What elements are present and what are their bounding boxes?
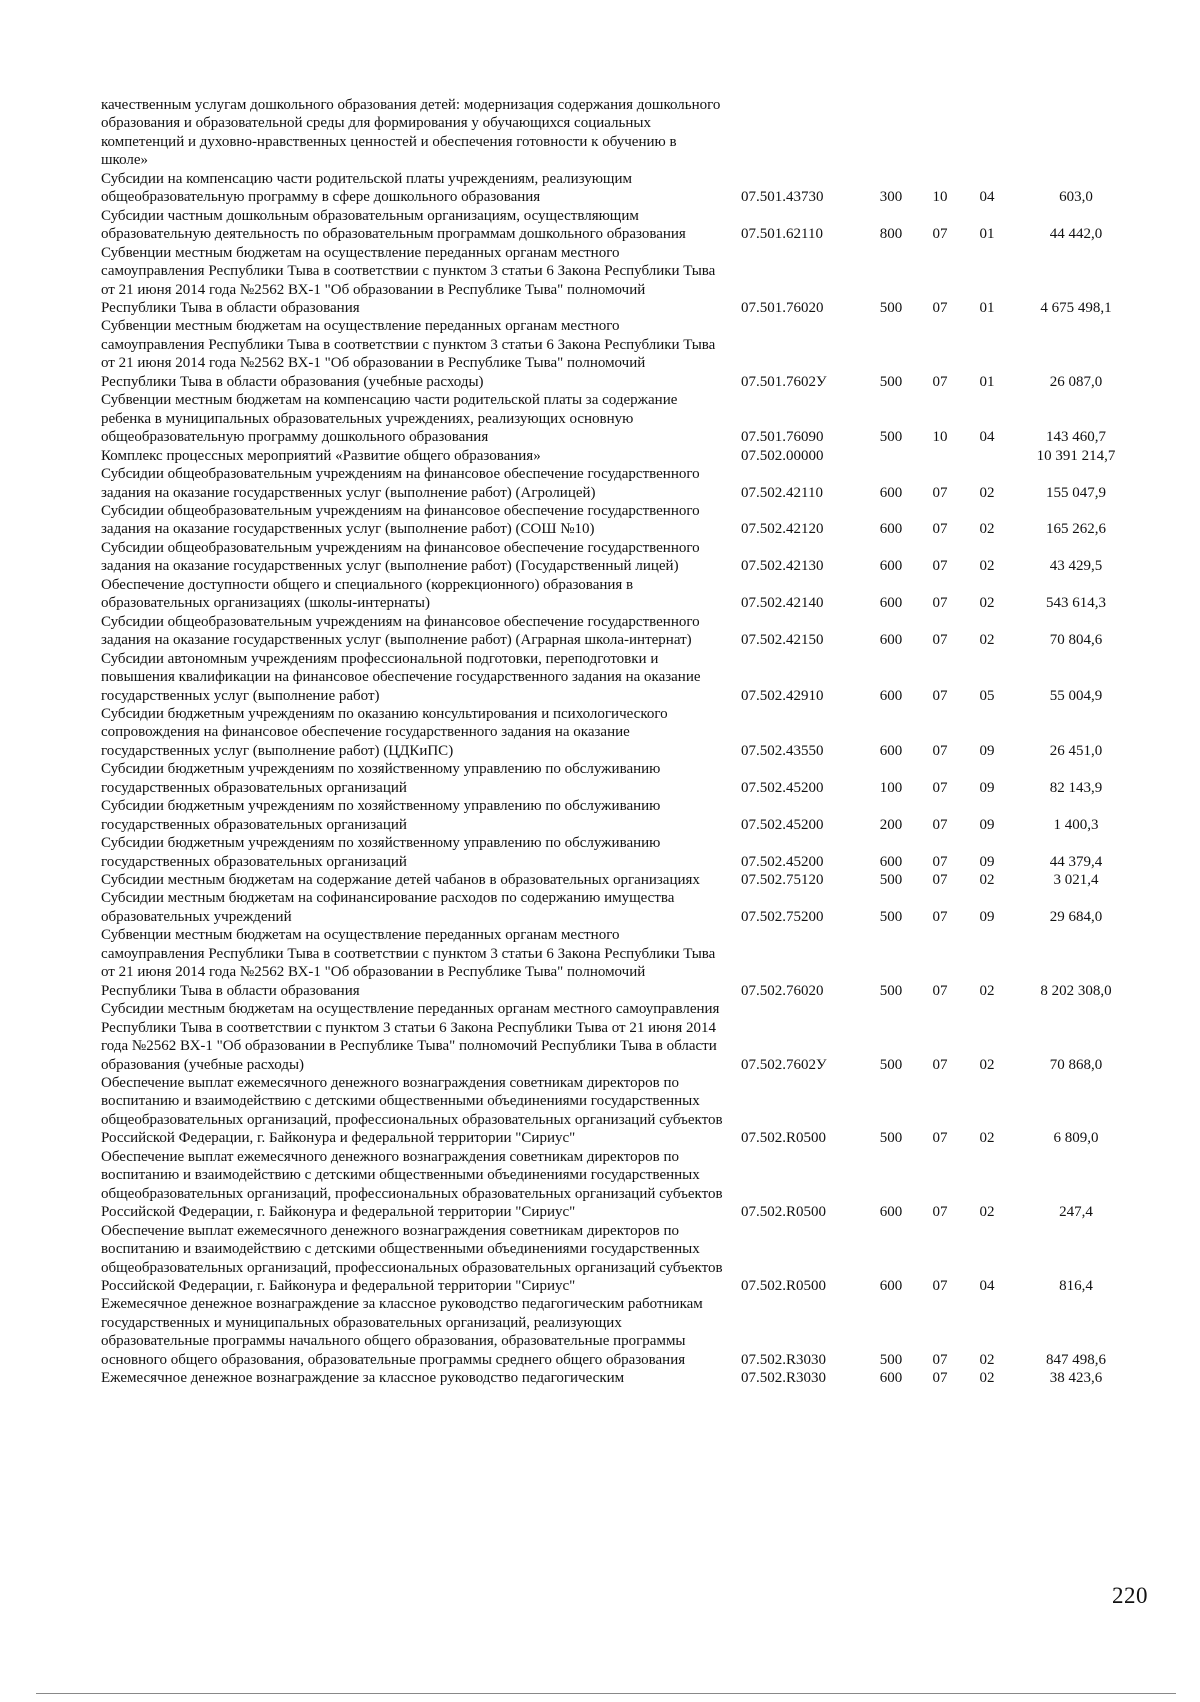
row-expense-type: 600 (879, 1278, 903, 1294)
row-code: 07.502.R3030 (741, 1351, 827, 1368)
budget-table (101, 96, 1141, 1388)
row-description: Субсидии на компенсацию части родительской платы учреждениям, реализующим общеобразовательную программу в сфере дошкольного образования (101, 170, 632, 206)
row-amount: 543 614,3 (1046, 595, 1106, 612)
row-amount: 26 087,0 (1049, 373, 1103, 390)
page-number: 220 (1112, 1583, 1148, 1608)
row-section (917, 96, 963, 170)
row-amount: 165 262,6 (1046, 521, 1106, 538)
row-description: Обеспечение доступности общего и специального (коррекционного) образования в образовательных организациях (школы-интернаты) (101, 576, 634, 612)
row-code: 07.502.7602У (741, 1056, 827, 1073)
row-code: 07.501.62110 (741, 226, 823, 243)
row-code: 07.502.42150 (741, 632, 824, 649)
row-description: Субсидии бюджетным учреждениям по оказанию консультирования и психологического сопровождения на финансовое обеспечение государственного задания на оказание государственных услуг (выполнение работ) (ЦДКиПС) (101, 705, 668, 759)
row-section: 07 (932, 1351, 948, 1368)
row-expense-type: 800 (879, 226, 903, 243)
row-code: 07.502.45200 (741, 853, 824, 870)
row-amount: 3 021,4 (1053, 872, 1099, 889)
row-section: 07 (932, 982, 948, 999)
table-row (101, 447, 1141, 465)
row-expense-type: 500 (879, 982, 903, 999)
row-description: Обеспечение выплат ежемесячного денежного вознаграждения советникам директоров по воспитанию и взаимодействию с детскими общественными объединениями государственных общеобразовательных организаций, профессиональных образовательных организаций субъектов Российской Федерации, г. Байконура и федеральной территории "Сириус" (101, 1075, 723, 1147)
row-section: 07 (932, 853, 948, 870)
table-row (101, 465, 1141, 502)
row-expense-type: 600 (879, 687, 903, 704)
row-description: Субсидии общеобразовательным учреждениям на финансовое обеспечение государственного задания на оказание государственных услуг (выполнение работ) (Аграрная школа-интернат) (101, 613, 700, 649)
row-expense-type: 500 (879, 299, 903, 316)
table-row (101, 834, 1141, 871)
table-row (101, 889, 1141, 926)
row-amount: 10 391 214,7 (1036, 447, 1116, 464)
row-expense-type: 100 (879, 779, 903, 796)
row-amount: 603,0 (1059, 189, 1093, 206)
row-section (917, 447, 963, 465)
row-description: Субсидии бюджетным учреждениям по хозяйственному управлению по обслуживанию государственных образовательных организаций (101, 835, 661, 870)
row-code: 07.502.45200 (741, 779, 824, 796)
row-code: 07.502.R0500 (741, 1130, 827, 1147)
row-amount: 55 004,9 (1049, 687, 1103, 704)
row-code: 07.502.42120 (741, 521, 824, 538)
table-row (101, 797, 1141, 834)
row-description: Субсидии общеобразовательным учреждениям на финансовое обеспечение государственного задания на оказание государственных услуг (выполнение работ) (Агролицей) (101, 466, 700, 501)
row-subsection: 02 (979, 1370, 995, 1387)
row-code: 07.501.76020 (741, 299, 824, 316)
row-section: 07 (932, 872, 948, 889)
table-row (101, 1148, 1141, 1222)
row-code: 07.502.42910 (741, 687, 824, 704)
row-expense-type: 500 (879, 1056, 903, 1073)
table-row (101, 1222, 1141, 1296)
table-row (101, 760, 1141, 797)
row-amount: 29 684,0 (1049, 908, 1103, 925)
table-row (101, 244, 1141, 318)
table-row (101, 576, 1141, 613)
table-row (101, 96, 1141, 170)
row-subsection: 04 (979, 189, 995, 206)
row-section: 10 (932, 189, 948, 206)
table-row (101, 539, 1141, 576)
row-amount: 155 047,9 (1046, 484, 1106, 501)
row-code: 07.502.43550 (741, 742, 824, 759)
row-subsection: 01 (979, 226, 995, 243)
row-subsection: 09 (979, 779, 995, 796)
row-description: Обеспечение выплат ежемесячного денежного вознаграждения советникам директоров по воспитанию и взаимодействию с детскими общественными объединениями государственных общеобразовательных организаций, профессиональных образовательных организаций субъектов Российской Федерации, г. Байконура и федеральной территории "Сириус" (101, 1148, 723, 1221)
row-subsection: 02 (979, 1351, 995, 1368)
row-subsection: 09 (979, 908, 995, 925)
row-code: 07.502.R0500 (741, 1204, 827, 1221)
row-amount: 43 429,5 (1049, 558, 1103, 575)
row-expense-type (865, 96, 917, 170)
table-row (101, 1074, 1141, 1148)
row-amount: 143 460,7 (1046, 429, 1106, 446)
row-section: 07 (932, 226, 948, 243)
row-subsection: 01 (979, 373, 995, 390)
row-code: 07.502.75200 (741, 908, 824, 925)
row-description: Субсидии местным бюджетам на осуществление переданных органам местного самоуправления Республики Тыва в соответствии с пунктом 3 статьи 6 Закона Республики Тыва от 21 июня 2014 года №2562 ВХ-1 "Об образовании в Республике Тыва" полномочий Республики Тыва в области образования (учебные расходы) (101, 1001, 720, 1073)
table-row (101, 1000, 1141, 1074)
row-expense-type: 600 (879, 632, 903, 649)
row-section: 07 (932, 816, 948, 833)
row-section: 07 (932, 908, 948, 925)
table-row (101, 1369, 1141, 1387)
row-code: 07.502.00000 (741, 447, 824, 464)
row-description: Субсидии автономным учреждениям профессиональной подготовки, переподготовки и повышения квалификации на финансовое обеспечение государственного задания на оказание государственных услуг (выполнение работ) (101, 650, 701, 704)
row-section: 07 (932, 1130, 948, 1147)
row-code (727, 96, 865, 170)
row-code: 07.502.42140 (741, 595, 824, 612)
row-expense-type: 600 (879, 521, 903, 538)
row-expense-type: 600 (879, 484, 903, 501)
row-amount: 6 809,0 (1053, 1130, 1099, 1147)
row-expense-type: 600 (879, 1204, 903, 1221)
row-expense-type: 500 (879, 872, 903, 889)
row-section: 07 (932, 484, 948, 501)
row-expense-type: 500 (879, 908, 903, 925)
row-code: 07.502.42110 (741, 484, 823, 501)
row-subsection (963, 447, 1011, 465)
row-description: Субсидии местным бюджетам на софинансирование расходов по содержанию имущества образовательных учреждений (101, 890, 675, 925)
row-section: 07 (932, 373, 948, 390)
row-section: 07 (932, 1370, 948, 1387)
row-amount: 26 451,0 (1049, 742, 1103, 759)
row-description: Субвенции местным бюджетам на компенсацию части родительской платы за содержание ребенка в муниципальных образовательных учреждениях, реализующих основную общеобразовательную программу дошкольного образования (101, 392, 678, 446)
row-description: Субсидии бюджетным учреждениям по хозяйственному управлению по обслуживанию государственных образовательных организаций (101, 798, 661, 833)
row-description: Субсидии общеобразовательным учреждениям на финансовое обеспечение государственного задания на оказание государственных услуг (выполнение работ) (СОШ №10) (101, 502, 700, 538)
row-section: 10 (932, 429, 948, 446)
table-row (101, 170, 1141, 207)
row-description: Субсидии местным бюджетам на содержание детей чабанов в образовательных организациях (101, 872, 700, 889)
table-row (101, 207, 1141, 244)
row-amount: 70 804,6 (1049, 632, 1103, 649)
row-subsection: 02 (979, 1056, 995, 1073)
row-subsection: 02 (979, 632, 995, 649)
row-code: 07.502.45200 (741, 816, 824, 833)
row-subsection: 02 (979, 1130, 995, 1147)
row-section: 07 (932, 687, 948, 704)
row-description: Субсидии общеобразовательным учреждениям на финансовое обеспечение государственного задания на оказание государственных услуг (выполнение работ) (Государственный лицей) (101, 539, 700, 575)
row-expense-type: 600 (879, 1370, 903, 1387)
row-subsection: 02 (979, 982, 995, 999)
row-section: 07 (932, 1204, 948, 1221)
row-section: 07 (932, 1056, 948, 1073)
row-description: Ежемесячное денежное вознаграждение за классное руководство педагогическим (101, 1370, 625, 1387)
row-subsection: 05 (979, 687, 995, 704)
row-subsection (963, 96, 1011, 170)
row-subsection: 04 (979, 429, 995, 446)
row-expense-type: 600 (879, 742, 903, 759)
row-code: 07.502.75120 (741, 872, 824, 889)
row-subsection: 02 (979, 558, 995, 575)
row-amount: 38 423,6 (1049, 1370, 1103, 1387)
row-amount: 4 675 498,1 (1040, 299, 1112, 316)
row-expense-type: 500 (879, 373, 903, 390)
row-description: Субвенции местным бюджетам на осуществление переданных органам местного самоуправления Республики Тыва в соответствии с пунктом 3 статьи 6 Закона Республики Тыва от 21 июня 2014 года №2562 ВХ-1 "Об образовании в Республике Тыва" полномочий Республики Тыва в области образования (учебные расходы) (101, 318, 716, 390)
row-section: 07 (932, 299, 948, 316)
row-section: 07 (932, 558, 948, 575)
row-amount: 816,4 (1059, 1278, 1093, 1294)
row-expense-type (865, 447, 917, 465)
row-subsection: 02 (979, 872, 995, 889)
row-subsection: 04 (979, 1278, 995, 1294)
row-description: Обеспечение выплат ежемесячного денежного вознаграждения советникам директоров по воспитанию и взаимодействию с детскими общественными объединениями государственных общеобразовательных организаций, профессиональных образовательных организаций субъектов Российской Федерации, г. Байконура и федеральной территории "Сириус" (101, 1222, 723, 1294)
row-amount: 247,4 (1059, 1204, 1093, 1221)
row-expense-type: 500 (879, 1130, 903, 1147)
row-description: Субвенции местным бюджетам на осуществление переданных органам местного самоуправления Республики Тыва в соответствии с пунктом 3 статьи 6 Закона Республики Тыва от 21 июня 2014 года №2562 ВХ-1 "Об образовании в Республике Тыва" полномочий Республики Тыва в области образования (101, 927, 716, 999)
row-amount: 44 379,4 (1049, 853, 1103, 870)
budget-table-body (101, 96, 1141, 1388)
row-code: 07.501.76090 (741, 429, 824, 446)
table-row (101, 613, 1141, 650)
row-section: 07 (932, 521, 948, 538)
row-amount: 847 498,6 (1046, 1351, 1106, 1368)
row-code: 07.501.7602У (741, 373, 827, 390)
row-amount: 8 202 308,0 (1040, 982, 1112, 999)
row-description: качественным услугам дошкольного образования детей: модернизация содержания дошкольного образования и образовательной среды для формирования у обучающихся социальных компетенций и духовно-нравственных ценностей и обеспечения готовности к обучению в школе» (101, 97, 721, 169)
row-expense-type: 300 (879, 189, 903, 206)
row-subsection: 09 (979, 853, 995, 870)
row-code: 07.502.R3030 (741, 1370, 827, 1387)
row-section: 07 (932, 632, 948, 649)
row-amount: 44 442,0 (1049, 226, 1103, 243)
row-description: Субсидии частным дошкольным образовательным организациям, осуществляющим образовательную деятельность по образовательным программам дошкольного образования (101, 207, 686, 243)
row-expense-type: 500 (879, 429, 903, 446)
row-section: 07 (932, 595, 948, 612)
row-subsection: 01 (979, 299, 995, 316)
row-expense-type: 200 (879, 816, 903, 833)
row-subsection: 02 (979, 521, 995, 538)
row-subsection: 02 (979, 1204, 995, 1221)
row-amount: 1 400,3 (1053, 816, 1099, 833)
table-row (101, 317, 1141, 391)
row-description: Комплекс процессных мероприятий «Развитие общего образования» (101, 447, 541, 464)
row-expense-type: 600 (879, 595, 903, 612)
row-description: Субвенции местным бюджетам на осуществление переданных органам местного самоуправления Республики Тыва в соответствии с пунктом 3 статьи 6 Закона Республики Тыва от 21 июня 2014 года №2562 ВХ-1 "Об образовании в Республике Тыва" полномочий Республики Тыва в области образования (101, 244, 716, 316)
table-row (101, 391, 1141, 446)
row-section: 07 (932, 1278, 948, 1294)
row-expense-type: 600 (879, 853, 903, 870)
row-subsection: 02 (979, 484, 995, 501)
row-code: 07.502.R0500 (741, 1278, 827, 1294)
row-subsection: 02 (979, 595, 995, 612)
table-row (101, 705, 1141, 760)
row-amount: 82 143,9 (1049, 779, 1103, 796)
table-row (101, 926, 1141, 1000)
row-amount (1011, 96, 1141, 170)
row-description: Ежемесячное денежное вознаграждение за классное руководство педагогическим работникам государственных и муниципальных образовательных организаций, реализующих образовательные программы начального общего образования, образовательные программы основного общего образования, образовательные программы среднего общего образования (101, 1296, 703, 1368)
budget-table-page (101, 96, 1141, 1388)
table-row (101, 502, 1141, 539)
row-code: 07.502.76020 (741, 982, 824, 999)
row-expense-type: 600 (879, 558, 903, 575)
row-expense-type: 500 (879, 1351, 903, 1368)
row-description: Субсидии бюджетным учреждениям по хозяйственному управлению по обслуживанию государственных образовательных организаций (101, 761, 661, 796)
row-subsection: 09 (979, 742, 995, 759)
row-subsection: 09 (979, 816, 995, 833)
row-code: 07.501.43730 (741, 189, 824, 206)
row-section: 07 (932, 742, 948, 759)
row-section: 07 (932, 779, 948, 796)
row-code: 07.502.42130 (741, 558, 824, 575)
bottom-scan-edge (36, 1693, 1176, 1694)
table-row (101, 871, 1141, 889)
table-row (101, 650, 1141, 705)
row-amount: 70 868,0 (1049, 1056, 1103, 1073)
table-row (101, 1295, 1141, 1369)
